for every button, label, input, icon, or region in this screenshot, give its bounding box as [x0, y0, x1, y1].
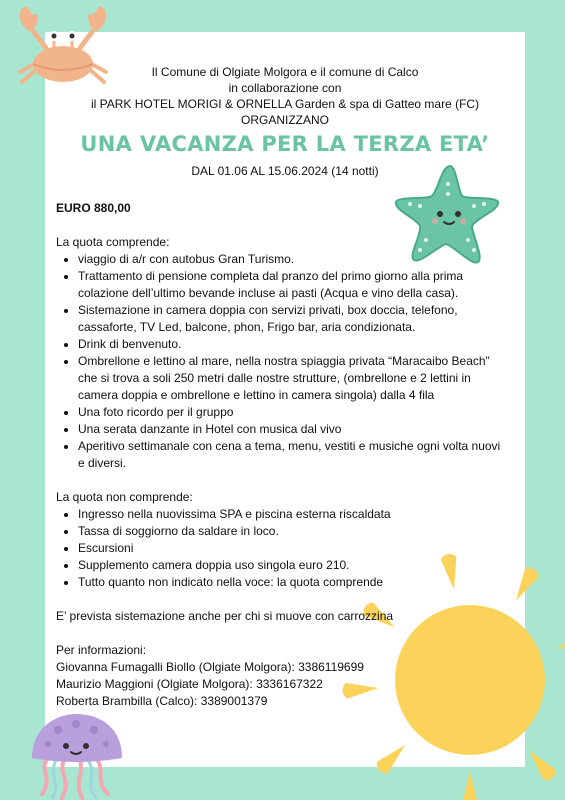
excludes-list: [56, 506, 508, 591]
contact-list: [56, 659, 508, 710]
trip-dates: DAL 01.06 AL 15.06.2024 (14 notti): [191, 164, 379, 178]
organizer-line: Il Comune di Olgiate Molgora e il comune di Calco: [151, 65, 419, 79]
jellyfish-icon: [18, 708, 138, 800]
page-title: UNA VACANZA PER LA TERZA ETA’: [80, 132, 490, 156]
contact-item: Giovanna Fumagalli Biollo (Olgiate Molgora): 3386119699: [56, 660, 364, 674]
excludes-label: La quota non comprende:: [56, 490, 193, 504]
list-item: • Supplemento camera doppia uso singola euro 210.: [78, 557, 508, 574]
wheelchair-note: E’ prevista sistemazione anche per chi si muove con carrozzina: [56, 609, 394, 623]
list-item: • Drink di benvenuto.: [78, 336, 508, 353]
list-item: • Tassa di soggiorno da saldare in loco.: [78, 523, 508, 540]
list-item: • Sistemazione in camera doppia con servizi privati, box doccia, telefono, cassaforte, TV Led, balcone, phon, Frigo bar, aria condizionata.: [78, 302, 508, 336]
list-item: • Ombrellone e lettino al mare, nella nostra spiaggia privata “Maracaibo Beach” che si trova a soli 250 metri dalle nostre strutture, (ombrellone e 2 lettini in camera doppia e ombrellone e lettino in camera singola) dalla 4 fila: [78, 353, 508, 404]
list-item: • Trattamento di pensione completa dal pranzo del primo giorno alla prima colazione dell’ultimo bevande incluse ai pasti (Acqua e vino della casa).: [78, 268, 508, 302]
list-item: • Una serata danzante in Hotel con musica dal vivo: [78, 421, 508, 438]
includes-label: La quota comprende:: [56, 235, 170, 249]
info-label: Per informazioni:: [56, 643, 147, 657]
includes-list: [56, 251, 508, 472]
organize-line: ORGANIZZANO: [240, 113, 329, 127]
flyer-content: [56, 200, 508, 710]
list-item: • Una foto ricordo per il gruppo: [78, 404, 508, 421]
contact-item: Maurizio Maggioni (Olgiate Molgora): 3336167322: [56, 677, 323, 691]
list-item: • Escursioni: [78, 540, 508, 557]
contact-item: Roberta Brambilla (Calco): 3389001379: [56, 694, 268, 708]
collaboration-line: in collaborazione con: [228, 81, 342, 95]
price: EURO 880,00: [56, 201, 131, 215]
list-item: • Ingresso nella nuovissima SPA e piscina esterna riscaldata: [78, 506, 508, 523]
hotel-line: il PARK HOTEL MORIGI & ORNELLA Garden & spa di Gatteo mare (FC): [90, 97, 480, 111]
list-item: • Aperitivo settimanale con cena a tema, menu, vestiti e musiche ogni volta nuovi e diversi.: [78, 438, 508, 472]
list-item: • viaggio di a/r con autobus Gran Turismo.: [78, 251, 508, 268]
list-item: • Tutto quanto non indicato nella voce: la quota comprende: [78, 574, 508, 591]
